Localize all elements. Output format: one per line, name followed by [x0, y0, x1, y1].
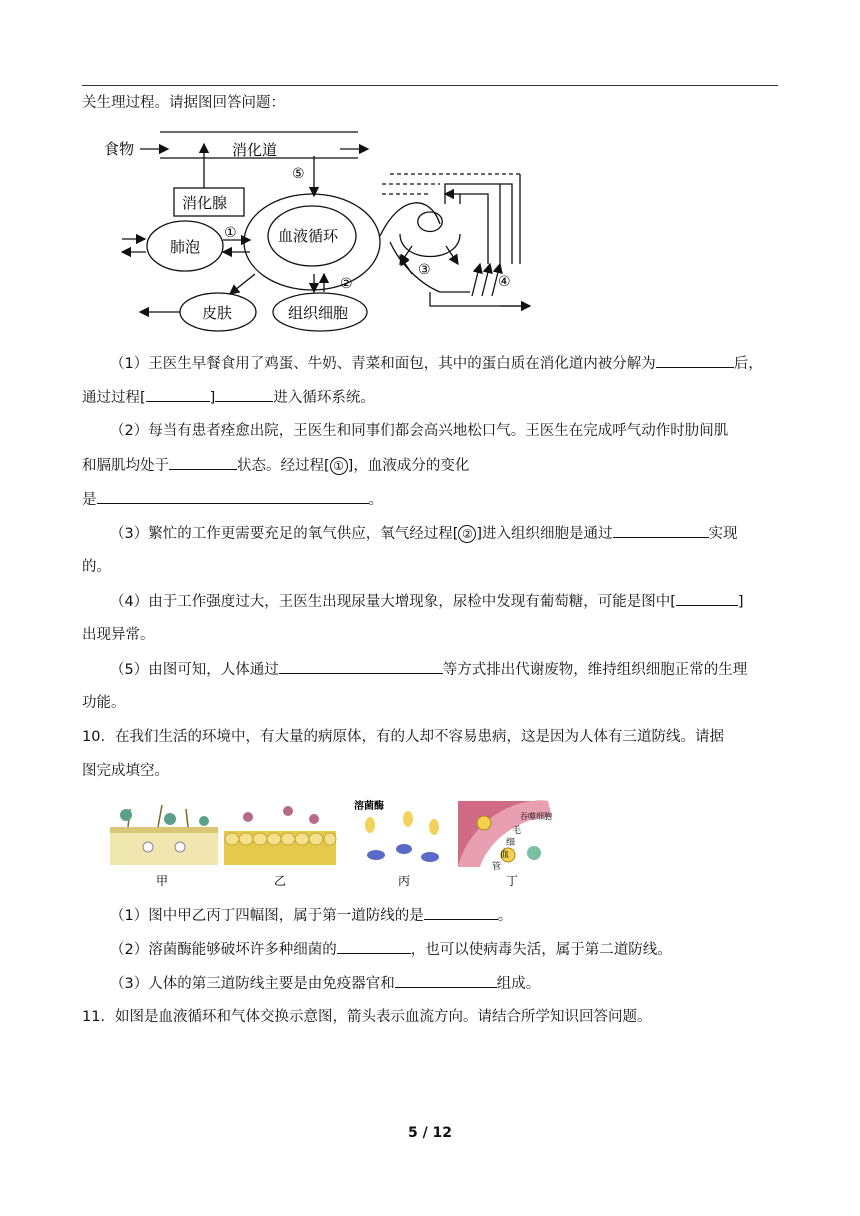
q9-part2-line3 — [82, 489, 383, 510]
q9-p4-text-a: （4）由于工作强度过大，王医生出现尿量大增现象，尿检中发现有葡萄糖，可能是图中[ — [110, 594, 676, 610]
blank-9-4[interactable] — [676, 591, 738, 606]
q10-s3-text-b: 组成。 — [496, 976, 541, 992]
blank-9-3[interactable] — [613, 523, 709, 538]
label-digestive-tract: 消化道 — [232, 141, 278, 159]
q9-part2-cont — [82, 455, 469, 476]
q9-p1-text-d: ] — [209, 390, 216, 406]
process-2-ref: ② — [458, 525, 476, 543]
q9-p1-text-b: 后， — [733, 356, 763, 372]
q11-heading: 11．如图是血液循环和气体交换示意图，箭头表示血流方向。请结合所学知识回答问题。 — [82, 1009, 652, 1025]
q9-part2: （2）每当有患者痊愈出院，王医生和同事们都会高兴地松口气。王医生在完成呼气动作时肋间肌 — [110, 423, 729, 439]
q9-p5-text-b: 等方式排出代谢废物，维持组织细胞正常的生理 — [442, 662, 748, 678]
page-number: 5 / 12 — [407, 1125, 453, 1141]
enzyme-label: 溶菌酶 — [354, 801, 384, 812]
q9-part5 — [110, 659, 747, 680]
q9-p2-text-f: 。 — [368, 492, 383, 508]
physiology-diagram — [100, 124, 540, 334]
label-process-3: ③ — [418, 262, 431, 278]
capillary-label-1: 毛 — [512, 826, 522, 836]
q10-s3-text-a: （3）人体的第三道防线主要是由免疫器官和 — [110, 976, 395, 992]
q9-part1-cont — [82, 387, 375, 408]
q10-s1-text-a: （1）图中甲乙丙丁四幅图，属于第一道防线的是 — [110, 908, 424, 924]
panel-label-ding: 丁 — [506, 874, 519, 888]
q10-heading-cont: 图完成填空。 — [82, 763, 169, 779]
blank-9-2b[interactable] — [97, 489, 369, 504]
capillary-label-4: 管 — [492, 862, 502, 872]
intro-tail: 关生理过程。请据图回答问题： — [82, 95, 285, 111]
label-alveoli: 肺泡 — [170, 238, 201, 256]
label-process-5: ⑤ — [292, 166, 305, 182]
panel-ding — [458, 801, 552, 872]
q9-part5-cont: 功能。 — [82, 695, 126, 711]
label-tissue-cells: 组织细胞 — [288, 304, 349, 322]
q9-p4-text-b: ] — [737, 594, 744, 610]
blank-9-1c[interactable] — [215, 387, 273, 402]
label-skin: 皮肤 — [202, 304, 233, 322]
q10-heading: 10．在我们生活的环境中，有大量的病原体，有的人却不容易患病，这是因为人体有三道防线。请据 — [82, 729, 724, 745]
q10-part3 — [110, 973, 540, 994]
blank-9-1a[interactable] — [656, 353, 734, 368]
label-digestive-gland: 消化腺 — [182, 194, 228, 212]
q9-p3-text-a: （3）繁忙的工作更需要充足的氧气供应，氧气经过程[ — [110, 526, 459, 542]
q10-s2-text-a: （2）溶菌酶能够破坏许多种细菌的 — [110, 942, 337, 958]
q10-part2 — [110, 939, 672, 960]
q9-p2-text-d: ]，血液成分的变化 — [347, 458, 470, 474]
q9-p1-text-a: （1）王医生早餐食用了鸡蛋、牛奶、青菜和面包，其中的蛋白质在消化道内被分解为 — [110, 356, 656, 372]
header-rule — [82, 85, 778, 86]
q9-p2-text-e: 是 — [82, 492, 97, 508]
blank-10-1[interactable] — [424, 905, 498, 920]
panel-jia — [110, 805, 218, 865]
blank-9-2a[interactable] — [169, 455, 237, 470]
panel-yi — [224, 806, 336, 865]
q9-part1 — [110, 353, 763, 374]
q9-p3-text-c: 实现 — [708, 526, 738, 542]
panel-bing — [354, 799, 439, 862]
defense-lines-figure — [108, 797, 558, 892]
label-process-2: ② — [340, 276, 353, 292]
q9-p2-text-b: 和膈肌均处于 — [82, 458, 169, 474]
q10-s2-text-b: ，也可以使病毒失活，属于第二道防线。 — [410, 942, 672, 958]
blank-10-2[interactable] — [337, 939, 411, 954]
capillary-label-2: 细 — [506, 838, 516, 848]
blank-9-1b[interactable] — [146, 387, 210, 402]
q9-p5-text-a: （5）由图可知，人体通过 — [110, 662, 279, 678]
capillary-label-3: 血 — [500, 850, 510, 860]
blank-10-3[interactable] — [395, 973, 497, 988]
q10-part1 — [110, 905, 512, 926]
q9-p2-text-c: 状态。经过程[ — [237, 458, 330, 474]
q9-p3-text-b: ]进入组织细胞是通过 — [476, 526, 613, 542]
label-food: 食物 — [104, 140, 135, 158]
label-process-1: ① — [224, 225, 237, 241]
panel-label-yi: 乙 — [274, 874, 287, 888]
blank-9-5[interactable] — [279, 659, 443, 674]
q9-part3 — [110, 523, 738, 544]
q10-s1-text-b: 。 — [497, 908, 513, 924]
q9-p1-text-c: 通过过程[ — [82, 390, 146, 406]
panel-label-jia: 甲 — [156, 874, 169, 888]
process-1-ref: ① — [330, 457, 348, 475]
panel-label-bing: 丙 — [398, 874, 411, 888]
q9-p1-text-e: 进入循环系统。 — [273, 390, 375, 406]
q9-part4-cont: 出现异常。 — [82, 627, 155, 643]
phagocyte-label: 吞噬细胞 — [520, 812, 552, 821]
q9-part4 — [110, 591, 744, 612]
q9-part3-cont: 的。 — [82, 559, 111, 575]
label-process-4: ④ — [498, 274, 511, 290]
label-blood-circulation: 血液循环 — [278, 227, 339, 245]
